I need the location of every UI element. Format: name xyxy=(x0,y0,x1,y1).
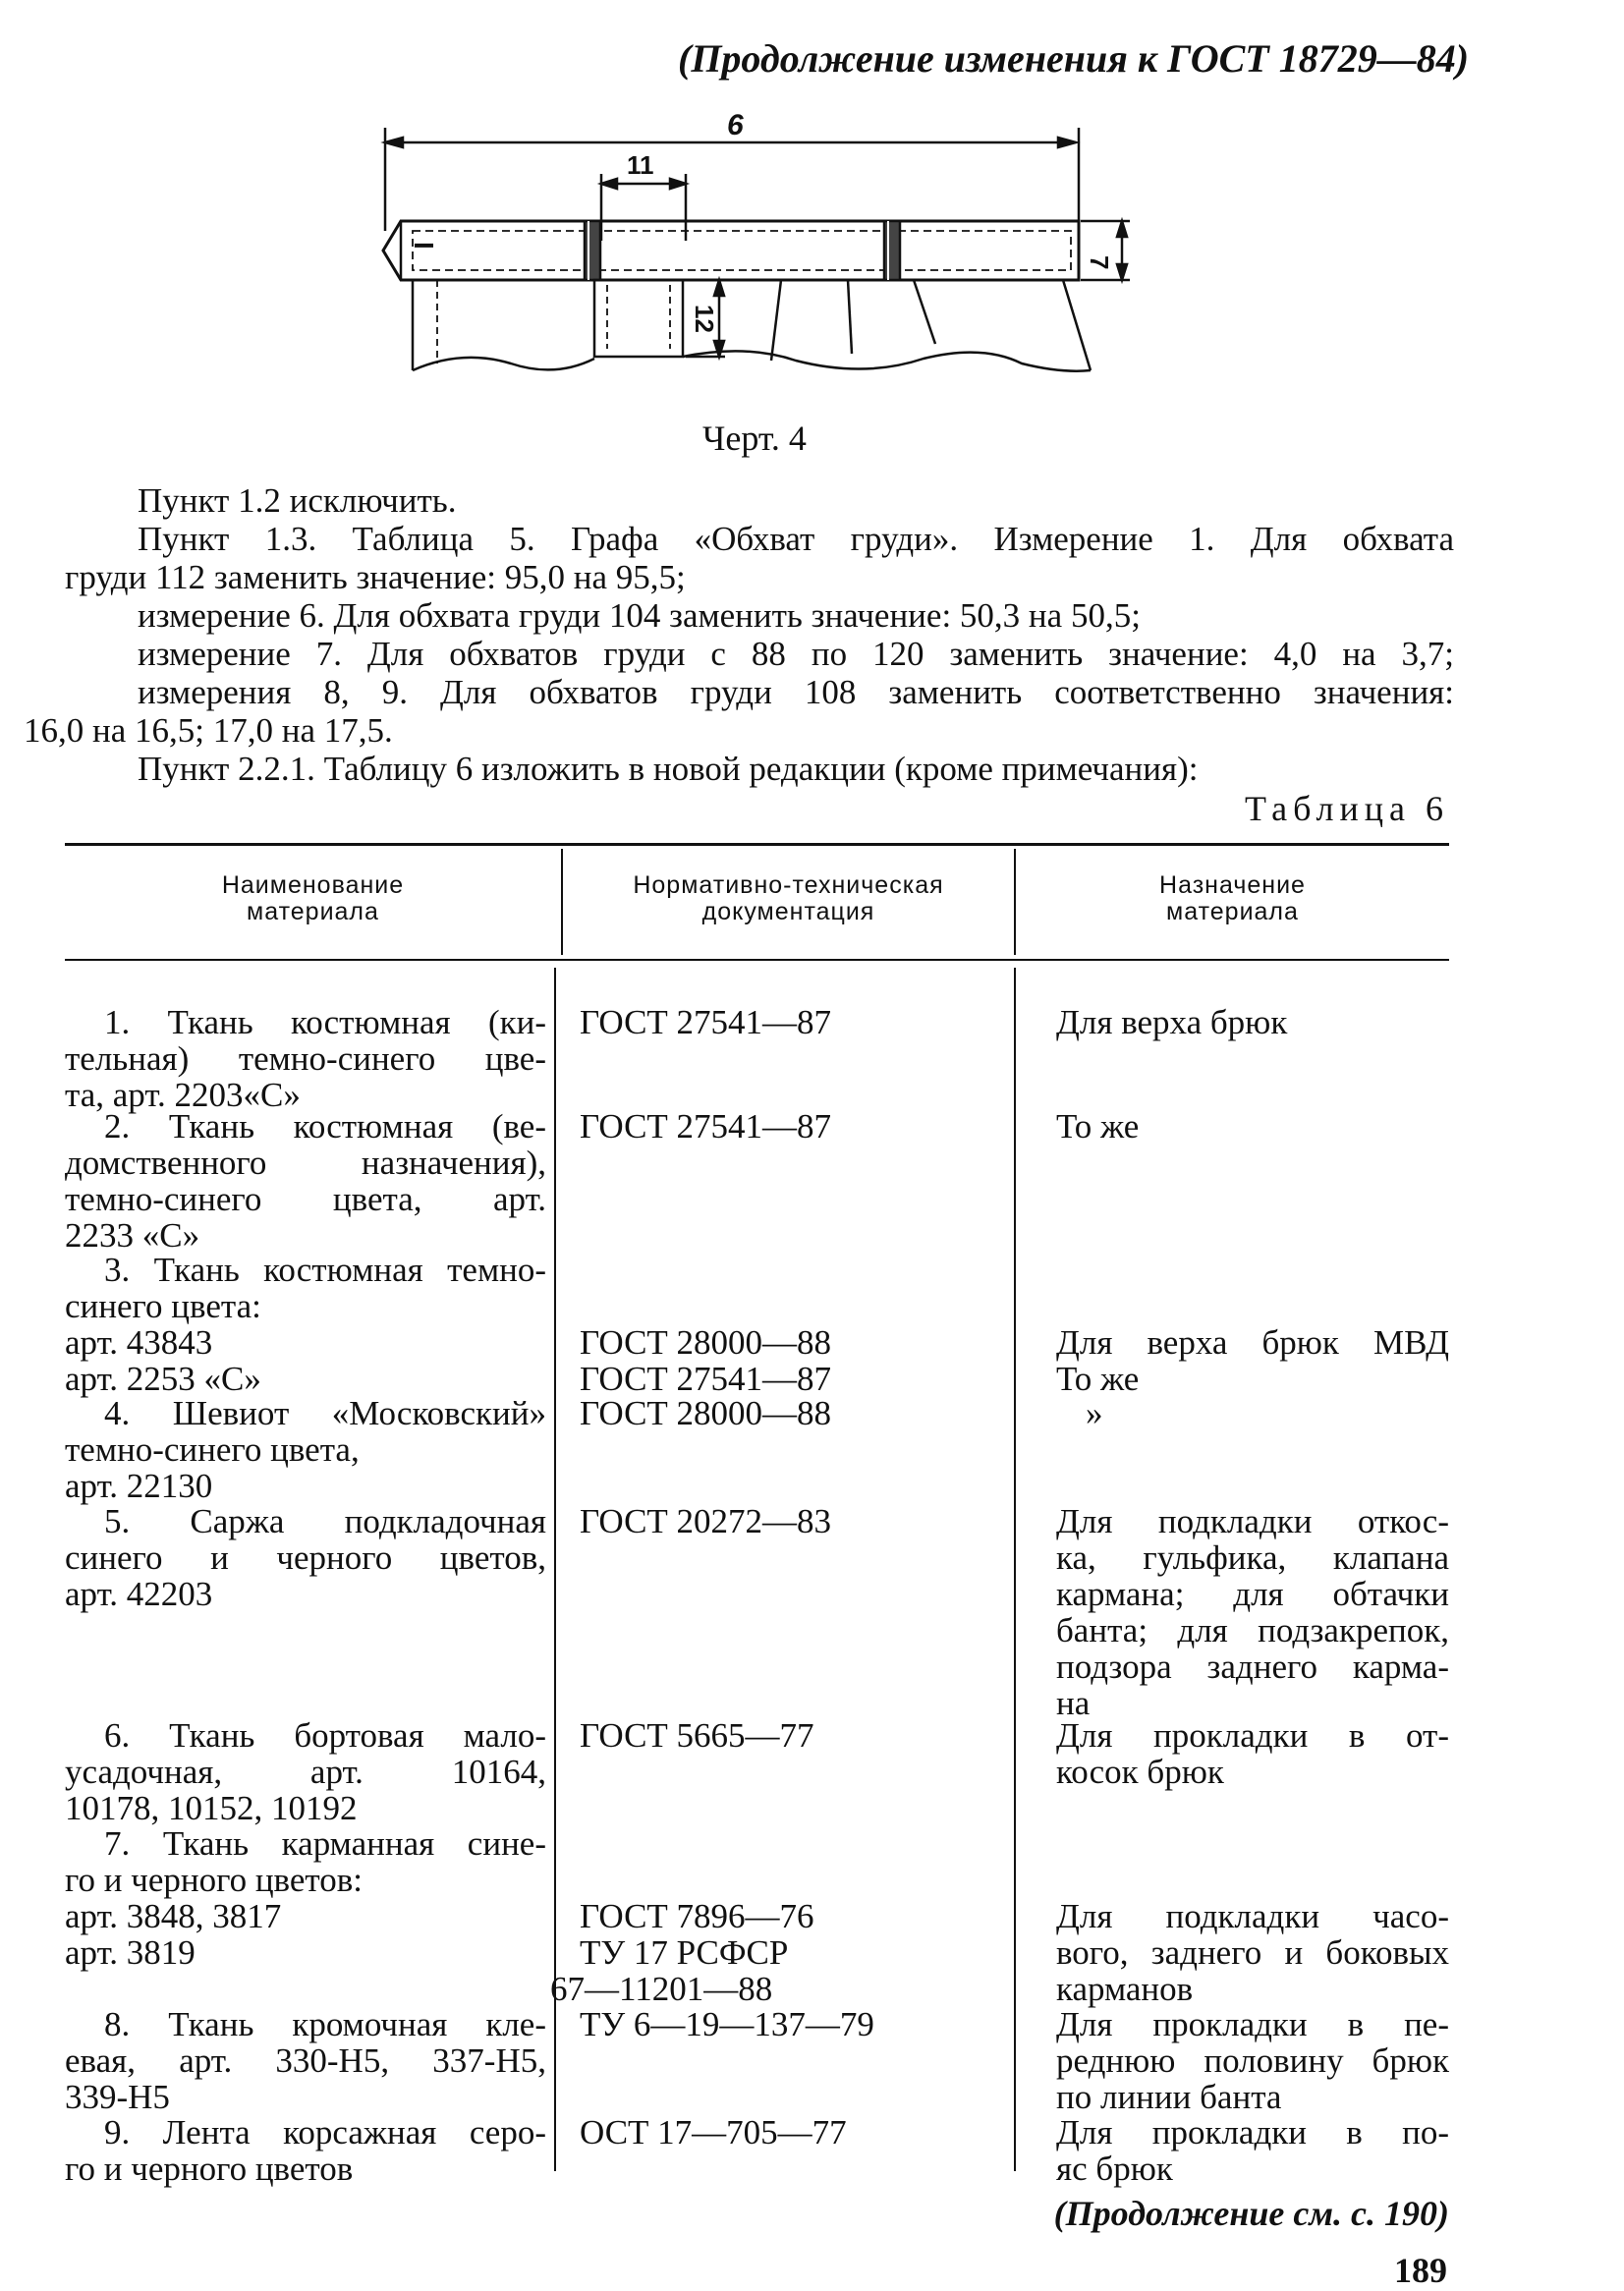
strap-outline xyxy=(383,221,1079,280)
paragraph-line: 16,0 на 16,5; 17,0 на 17,5. xyxy=(24,711,393,750)
cell-line: ТУ 6—19—137—79 xyxy=(580,2005,874,2043)
cell-line: евая, арт. 330-Н5, 337-Н5, xyxy=(65,2041,546,2080)
cell-line xyxy=(580,1288,992,1324)
table-cell-c2 xyxy=(580,1004,992,1040)
paragraph-line: Пункт 1.2 исключить. xyxy=(138,481,457,520)
cell-line: по линии банта xyxy=(1056,2078,1282,2116)
cell-line: ГОСТ 20272—83 xyxy=(580,1502,832,1540)
cell-line: 9. Лента корсажная серо- xyxy=(104,2113,546,2151)
table-cell-c2 xyxy=(580,1108,992,1145)
cell-line: арт. 42203 xyxy=(65,1575,213,1613)
cell-line: косок брюк xyxy=(1056,1753,1224,1791)
cell-line: 6. Ткань бортовая мало- xyxy=(104,1716,546,1755)
dim-label-total: 6 xyxy=(727,113,744,141)
table-cell-c3 xyxy=(1056,2114,1449,2187)
cell-line: го и черного цветов xyxy=(65,2150,354,2188)
cell-line: ОСТ 17—705—77 xyxy=(580,2113,847,2151)
cell-line: Для прокладки в от- xyxy=(1056,1716,1449,1755)
cell-line xyxy=(580,1825,992,1862)
cell-line: 4. Шевиот «Московский» xyxy=(104,1394,546,1432)
cell-line: на xyxy=(1056,1684,1091,1722)
cell-line: 339-Н5 xyxy=(65,2078,170,2116)
table-cell-c3 xyxy=(1056,1108,1449,1145)
cell-line: 8. Ткань кромочная кле- xyxy=(104,2005,546,2043)
cell-line xyxy=(580,1252,992,1288)
page-header: (Продолжение изменения к ГОСТ 18729—84) xyxy=(678,36,1470,81)
cell-line: 1. Ткань костюмная (ки- xyxy=(104,1003,546,1041)
page-number: 189 xyxy=(1394,2251,1447,2290)
cell-line xyxy=(1056,1288,1449,1324)
paragraph-line: Пункт 2.2.1. Таблицу 6 изложить в новой редакции (кроме примечания): xyxy=(138,750,1199,788)
table-cell-c2 xyxy=(580,2114,992,2151)
paragraph-line: измерение 7. Для обхватов груди с 88 по 120 заменить значение: 4,0 на 3,7; xyxy=(138,635,1454,673)
cell-line: ГОСТ 27541—87 xyxy=(580,1360,832,1398)
column-header-docs: Нормативно-техническая документация xyxy=(633,871,944,925)
technical-drawing xyxy=(373,113,1159,398)
table-header-rule xyxy=(65,959,1449,961)
belt-loop xyxy=(585,221,600,280)
cell-line: арт. 43843 xyxy=(65,1323,213,1362)
table-cell-c3 xyxy=(1056,1503,1449,1721)
cell-line: 7. Ткань карманная сине- xyxy=(104,1824,546,1863)
table-cell-c2 xyxy=(580,2006,992,2042)
cell-line: арт. 3848, 3817 xyxy=(65,1897,282,1935)
table-cell-c3 xyxy=(1056,1252,1449,1397)
cell-line: усадочная, арт. 10164, xyxy=(65,1753,546,1791)
column-divider xyxy=(1014,968,1016,2171)
table-cell-c3 xyxy=(1056,1825,1449,2007)
cell-line: 3. Ткань костюмная темно- xyxy=(104,1251,546,1289)
cell-line: темно-синего цвета, арт. xyxy=(65,1180,546,1218)
table-cell-c1 xyxy=(65,1503,546,1612)
cell-line: банта; для подзакрепок, xyxy=(1056,1611,1449,1649)
cell-line: вого, заднего и боковых xyxy=(1056,1933,1449,1972)
cell-line: реднюю половину брюк xyxy=(1056,2041,1449,2080)
table-cell-c3 xyxy=(1056,1004,1449,1040)
cell-line: Для верха брюк xyxy=(1056,1003,1288,1041)
drawing-caption: Черт. 4 xyxy=(702,419,807,458)
dim-label-height: 7 xyxy=(1085,255,1114,270)
table-cell-c2 xyxy=(580,1717,992,1754)
cell-line: кармана; для обтачки xyxy=(1056,1575,1449,1613)
cell-line: синего цвета: xyxy=(65,1287,261,1325)
cell-line: ГОСТ 27541—87 xyxy=(580,1003,832,1041)
cell-line: Для прокладки в пе- xyxy=(1056,2005,1449,2043)
table-top-rule xyxy=(65,843,1449,846)
table-cell-c1 xyxy=(65,1717,546,1826)
cell-line: ТУ 17 РСФСР xyxy=(580,1933,789,1972)
drawing-mark: I xyxy=(409,242,439,250)
cell-line: ГОСТ 7896—76 xyxy=(580,1897,814,1935)
table-title: Таблица 6 xyxy=(1245,789,1449,828)
cell-line: 67—11201—88 xyxy=(550,1970,773,2008)
table-cell-c1 xyxy=(65,1395,546,1504)
cell-line: Для прокладки в по- xyxy=(1056,2113,1449,2151)
cell-line: То же xyxy=(1056,1107,1140,1146)
table-cell-c1 xyxy=(65,1108,546,1254)
cell-line: Для верха брюк МВД xyxy=(1056,1323,1449,1362)
cell-line: карманов xyxy=(1056,1970,1194,2008)
table-cell-c1 xyxy=(65,1825,546,1971)
table-cell-c2 xyxy=(580,1503,992,1539)
paragraph-line: измерения 8, 9. Для обхватов груди 108 заменить соответственно значения: xyxy=(138,673,1454,711)
table-cell-c1 xyxy=(65,2006,546,2115)
cell-line: арт. 2253 «С» xyxy=(65,1360,261,1398)
paragraph-line: измерение 6. Для обхвата груди 104 заменить значение: 50,3 на 50,5; xyxy=(138,596,1141,635)
table-cell-c2 xyxy=(580,1395,992,1431)
continuation-note: (Продолжение см. с. 190) xyxy=(1053,2194,1449,2233)
cell-line: То же xyxy=(1056,1360,1140,1398)
cell-line: тельная) темно-синего цве- xyxy=(65,1039,546,1078)
cell-line xyxy=(1056,1252,1449,1288)
cell-line: домственного назначения), xyxy=(65,1144,546,1182)
cell-line: 10178, 10152, 10192 xyxy=(65,1789,358,1827)
dim-label-lower: 12 xyxy=(690,305,719,333)
table-cell-c1 xyxy=(65,1252,546,1397)
cell-line: подзора заднего карма- xyxy=(1056,1648,1449,1686)
cell-line: го и черного цветов: xyxy=(65,1861,363,1899)
table-cell-c2 xyxy=(580,1252,992,1397)
cell-line: 2233 «С» xyxy=(65,1216,200,1255)
cell-line: ГОСТ 27541—87 xyxy=(580,1107,832,1146)
cell-line: » xyxy=(1086,1394,1103,1432)
cell-line: 5. Саржа подкладочная xyxy=(104,1502,546,1540)
cell-line: та, арт. 2203«С» xyxy=(65,1076,301,1114)
cell-line: ГОСТ 28000—88 xyxy=(580,1394,832,1432)
cell-line: темно-синего цвета, xyxy=(65,1430,360,1469)
cell-line: яс брюк xyxy=(1056,2150,1173,2188)
column-header-name: Наименование материала xyxy=(221,871,405,925)
cell-line: ка, гульфика, клапана xyxy=(1056,1538,1449,1577)
cell-line xyxy=(580,1862,992,1898)
cell-line: арт. 22130 xyxy=(65,1467,213,1505)
cell-line: арт. 3819 xyxy=(65,1933,196,1972)
cell-line xyxy=(1056,1862,1449,1898)
paragraph-line: Пункт 1.3. Таблица 5. Графа «Обхват груди». Измерение 1. Для обхвата xyxy=(138,520,1454,558)
table-cell-c1 xyxy=(65,2114,546,2187)
cell-line xyxy=(1056,1825,1449,1862)
belt-loop xyxy=(884,221,900,280)
table-cell-c3 xyxy=(1056,1717,1449,1790)
table-cell-c2 xyxy=(550,1825,992,2008)
table-cell-c3 xyxy=(1056,2006,1449,2115)
cell-line: ГОСТ 28000—88 xyxy=(580,1323,832,1362)
column-header-purpose: Назначение материала xyxy=(1159,871,1306,925)
cell-line: Для подкладки откос- xyxy=(1056,1502,1449,1540)
table-cell-c1 xyxy=(65,1004,546,1113)
paragraph-line: груди 112 заменить значение: 95,0 на 95,5; xyxy=(65,558,686,596)
table-cell-c3 xyxy=(1056,1395,1449,1431)
cell-line: Для подкладки часо- xyxy=(1056,1897,1449,1935)
cell-line: синего и черного цветов, xyxy=(65,1538,546,1577)
dim-label-width: 11 xyxy=(627,150,654,180)
cell-line: ГОСТ 5665—77 xyxy=(580,1716,814,1755)
cell-line: 2. Ткань костюмная (ве- xyxy=(104,1107,546,1146)
